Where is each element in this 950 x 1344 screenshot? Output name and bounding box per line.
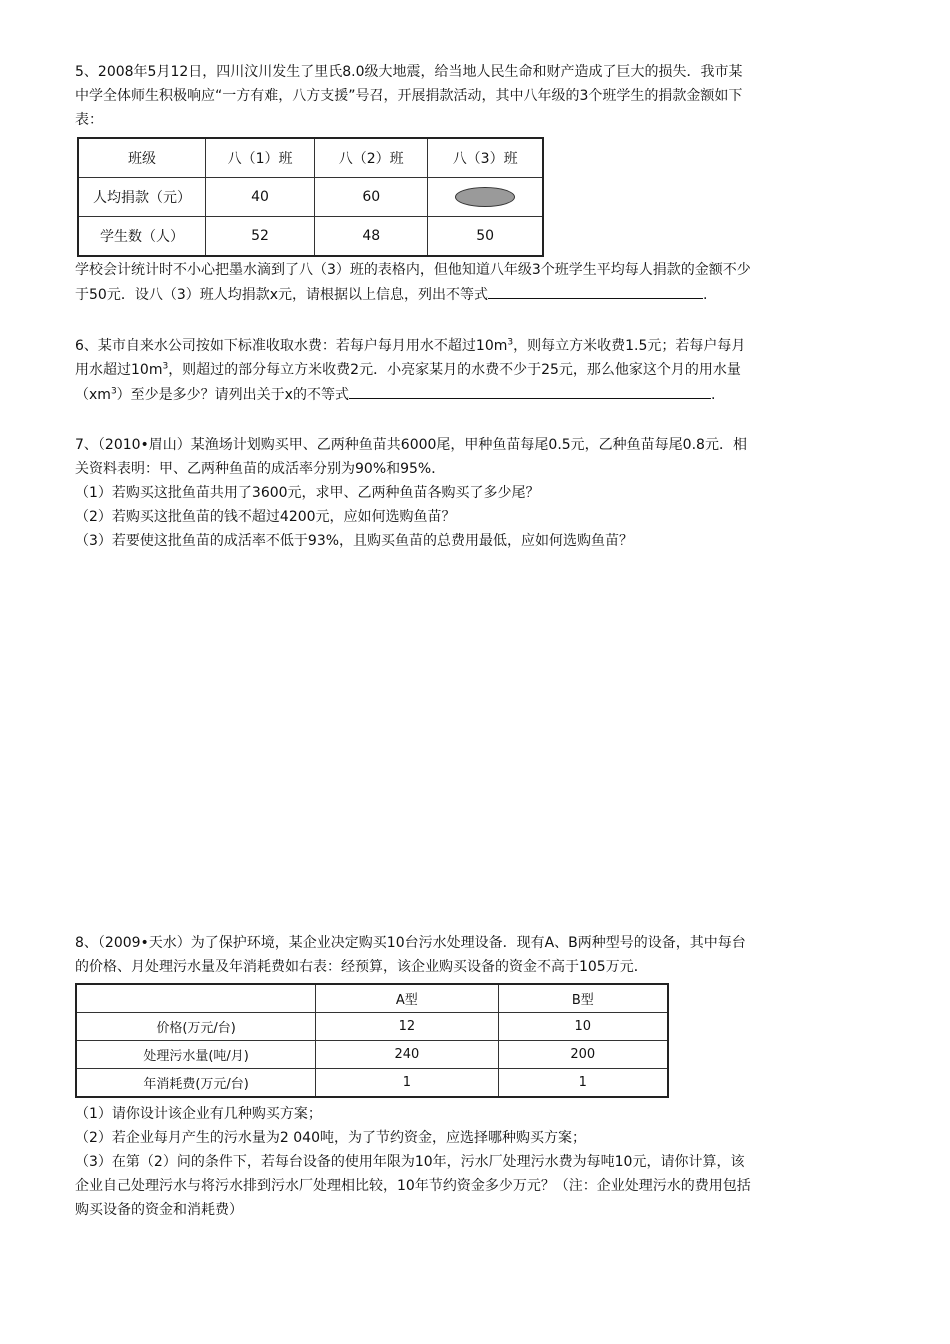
ink-blot-cell (428, 178, 543, 217)
question-5-intro (75, 60, 885, 132)
text-line: 7、（2010•眉山）某渔场计划购买甲、乙两种鱼苗共6000尾，甲种鱼苗每尾0.5元，乙种鱼苗每尾0.8元．相 (75, 437, 747, 453)
header-cell: A型 (316, 984, 498, 1013)
header-cell: 八（2）班 (315, 138, 428, 178)
superscript: 3 (507, 337, 514, 348)
superscript: 3 (110, 386, 117, 397)
question-5-body (75, 258, 885, 307)
table-cell: 50 (428, 217, 543, 257)
table-cell: 60 (315, 178, 428, 217)
table-row (78, 217, 543, 257)
header-cell: 八（3）班 (428, 138, 543, 178)
text-line: （1）若购买这批鱼苗共用了3600元，求甲、乙两种鱼苗各购买了多少尾？ (75, 485, 540, 501)
answer-blank[interactable] (349, 382, 711, 399)
table-cell: 240 (316, 1041, 498, 1069)
question-8-intro (75, 931, 885, 979)
text-line: （1）请你设计该企业有几种购买方案； (75, 1106, 322, 1122)
header-cell: 八（1）班 (205, 138, 314, 178)
table-cell: 52 (205, 217, 314, 257)
table-header-row (76, 984, 668, 1013)
text-segment: 用水超过10m (75, 362, 163, 378)
table-row (76, 1013, 668, 1041)
text-line: 5、2008年5月12日，四川汶川发生了里氏8.0级大地震，给当地人民生命和财产造成了巨大的损失．我市某 (75, 64, 743, 80)
text-line: （2）若企业每月产生的污水量为2 040吨，为了节约资金，应选择哪种购买方案； (75, 1130, 586, 1146)
table-cell: 1 (316, 1069, 498, 1098)
row-label: 人均捐款（元） (78, 178, 205, 217)
question-7 (75, 433, 885, 553)
text-line: 的价格、月处理污水量及年消耗费如右表：经预算，该企业购买设备的资金不高于105万元． (75, 959, 648, 975)
text-line: 中学全体师生积极响应“一方有难，八方支援”号召，开展捐款活动，其中八年级的3个班学生的捐款金额如下 (75, 88, 743, 104)
question-8-body (75, 1102, 885, 1222)
text-line: 关资料表明：甲、乙两种鱼苗的成活率分别为90%和95%． (75, 461, 446, 477)
table-row (76, 1041, 668, 1069)
table-cell: 200 (498, 1041, 668, 1069)
table-cell: 48 (315, 217, 428, 257)
text-line: 于50元．设八（3）班人均捐款x元，请根据以上信息，列出不等式 . (75, 282, 885, 307)
answer-blank[interactable] (488, 282, 703, 299)
table-cell: 40 (205, 178, 314, 217)
text-line (75, 358, 885, 382)
text-line: 学校会计统计时不小心把墨水滴到了八（3）班的表格内，但他知道八年级3个班学生平均每人捐款的金额不少 (75, 262, 751, 278)
table-cell: 10 (498, 1013, 668, 1041)
header-cell: 班级 (78, 138, 205, 178)
row-label: 处理污水量(吨/月) (76, 1041, 316, 1069)
text-line: （2）若购买这批鱼苗的钱不超过4200元，应如何选购鱼苗？ (75, 509, 456, 525)
text-line (75, 334, 885, 358)
text-line: 企业自己处理污水与将污水排到污水厂处理相比较，10年节约资金多少万元？（注：企业处理污水的费用包括 (75, 1178, 751, 1194)
text-line: 购买设备的资金和消耗费） (75, 1202, 243, 1218)
text-line: （3）在第（2）问的条件下，若每台设备的使用年限为10年，污水厂处理污水费为每吨10元，请你计算，该 (75, 1154, 745, 1170)
text-segment: 于50元．设八（3）班人均捐款x元，请根据以上信息，列出不等式 (75, 287, 489, 303)
row-label: 价格(万元/台) (76, 1013, 316, 1041)
row-label: 年消耗费(万元/台) (76, 1069, 316, 1098)
text-line: 表： (75, 112, 103, 128)
table-row (78, 178, 543, 217)
donation-table (77, 137, 544, 257)
ink-blot (455, 187, 515, 207)
text-segment: ）至少是多少？请列出关于x的不等式 (116, 387, 349, 403)
table-header-row (78, 138, 543, 178)
header-cell: B型 (498, 984, 668, 1013)
superscript: 3 (162, 361, 169, 372)
text-line: 8、（2009•天水）为了保护环境，某企业决定购买10台污水处理设备．现有A、B两种型号的设备，其中每台 (75, 935, 746, 951)
question-6 (75, 334, 885, 407)
text-segment: 6、某市自来水公司按如下标准收取水费：若每户每月用水不超过10m (75, 338, 508, 354)
row-label: 学生数（人） (78, 217, 205, 257)
text-segment: ，则每立方米收费1.5元；若每户每月 (513, 338, 746, 354)
text-segment: ，则超过的部分每立方米收费2元．小亮家某月的水费不少于25元，那么他家这个月的用水量 (168, 362, 741, 378)
table-row (76, 1069, 668, 1098)
text-line: （3）若要使这批鱼苗的成活率不低于93%，且购买鱼苗的总费用最低，应如何选购鱼苗？ (75, 533, 634, 549)
table-cell: 1 (498, 1069, 668, 1098)
equipment-table (75, 983, 669, 1098)
text-segment: （xm (75, 387, 111, 403)
header-cell (76, 984, 316, 1013)
table-cell: 12 (316, 1013, 498, 1041)
text-line: $(xm^3)$至少是多少？请列出关于x的不等式 . (75, 382, 885, 407)
